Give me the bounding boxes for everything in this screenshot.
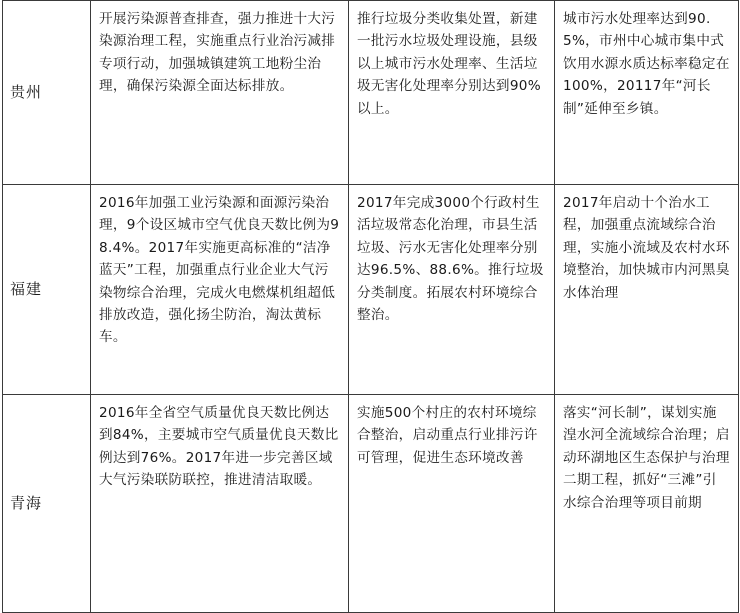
water-management-text: 城市污水处理率达到90.5%，市州中心城市集中式饮用水源水质达标率稳定在100%，20117年“河长制”延伸至乡镇。 [563,11,730,117]
water-management-cell [555,185,739,395]
province-cell [3,395,91,613]
table-row [3,1,739,185]
waste-treatment-cell [349,185,555,395]
table-row [3,185,739,395]
province-cell [3,185,91,395]
water-management-text: 2017年启动十个治水工程，加强重点流域综合治理，实施小流域及农村水环境整治，加快城市内河黑臭水体治理 [563,195,730,301]
waste-treatment-cell [349,1,555,185]
province-label: 贵州 [10,83,43,102]
province-label: 福建 [10,280,43,299]
waste-treatment-text: 2017年完成3000个行政村生活垃圾常态化治理，市县生活垃圾、污水无害化处理率分别达96.5%、88.6%。推行垃圾分类制度。拓展农村环境综合整治。 [357,195,544,324]
pollution-control-cell [91,1,349,185]
pollution-control-text: 开展污染源普查排查，强力推进十大污染源治理工程，实施重点行业治污减排专项行动，加强城镇建筑工地粉尘治理，确保污染源全面达标排放。 [99,11,336,95]
policy-comparison-table [2,0,739,613]
water-management-cell [555,395,739,613]
province-label: 青海 [10,494,43,513]
province-cell [3,1,91,185]
pollution-control-text: 2016年全省空气质量优良天数比例达到84%，主要城市空气质量优良天数比例达到76%。2017年进一步完善区域大气污染联防联控，推进清洁取暖。 [99,405,339,489]
pollution-control-cell [91,395,349,613]
pollution-control-cell [91,185,349,395]
pollution-control-text: 2016年加强工业污染源和面源污染治理，9个设区城市空气优良天数比例为98.4%。2017年实施更高标准的“洁净蓝天”工程，加强重点行业企业大气污染物综合治理，完成火电燃煤机组超低排放改造，强化扬尘防治，淘汰黄标车。 [99,195,340,346]
waste-treatment-text: 实施500个村庄的农村环境综合整治，启动重点行业排污许可管理，促进生态环境改善 [357,405,538,466]
water-management-cell [555,1,739,185]
waste-treatment-cell [349,395,555,613]
water-management-text: 落实“河长制”，谋划实施湟水河全流域综合治理；启动环湖地区生态保护与治理二期工程，抓好“三滩”引水综合治理等项目前期 [563,405,730,511]
table-row [3,395,739,613]
waste-treatment-text: 推行垃圾分类收集处置，新建一批污水垃圾处理设施，县级以上城市污水处理率、生活垃圾无害化处理率分别达到90%以上。 [357,11,541,117]
